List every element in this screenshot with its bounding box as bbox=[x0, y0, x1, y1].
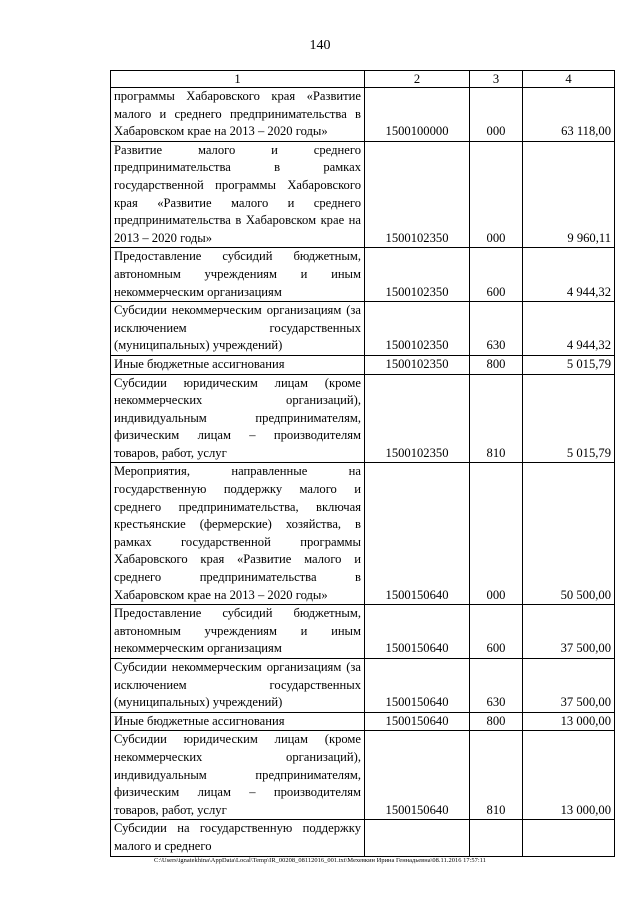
table-row bbox=[111, 88, 615, 142]
row-code-cell: 1500150640 bbox=[365, 605, 470, 659]
row-code-cell: 1500150640 bbox=[365, 712, 470, 731]
column-header-type: 3 bbox=[470, 71, 523, 88]
row-name-cell: Субсидии юридическим лицам (кроме некоммерческих организаций), индивидуальным предпринимателям, физическим лицам – производителям товаров, работ, услуг bbox=[111, 731, 365, 820]
row-sum-cell: 5 015,79 bbox=[523, 355, 615, 374]
row-type-cell: 810 bbox=[470, 731, 523, 820]
table-row bbox=[111, 731, 615, 820]
row-code-cell: 1500100000 bbox=[365, 88, 470, 142]
row-sum-cell: 4 944,32 bbox=[523, 302, 615, 356]
table-row bbox=[111, 302, 615, 356]
row-sum-cell: 13 000,00 bbox=[523, 731, 615, 820]
row-type-cell: 810 bbox=[470, 374, 523, 463]
row-name-cell: Субсидии на государственную поддержку малого и среднего bbox=[111, 820, 365, 856]
table-row bbox=[111, 712, 615, 731]
row-code-cell: 1500150640 bbox=[365, 659, 470, 713]
table-header-row bbox=[111, 71, 615, 88]
row-sum-cell bbox=[523, 820, 615, 856]
row-code-cell: 1500150640 bbox=[365, 463, 470, 605]
row-code-cell: 1500102350 bbox=[365, 248, 470, 302]
row-name-cell: Мероприятия, направленные на государственную поддержку малого и среднего предпринимательства, включая крестьянские (фермерские) хозяйства, в рамках государственной программы Хабаровского края «Развитие малого и среднего предпринимательства в Хабаровском крае на 2013 – 2020 годы» bbox=[111, 463, 365, 605]
row-name-cell: Субсидии некоммерческим организациям (за исключением государственных (муниципальных) учреждений) bbox=[111, 659, 365, 713]
table-row bbox=[111, 374, 615, 463]
row-type-cell: 000 bbox=[470, 88, 523, 142]
row-code-cell: 1500150640 bbox=[365, 731, 470, 820]
page-number: 140 bbox=[309, 38, 331, 53]
row-type-cell: 600 bbox=[470, 605, 523, 659]
column-header-code: 2 bbox=[365, 71, 470, 88]
row-type-cell: 800 bbox=[470, 712, 523, 731]
row-sum-cell: 50 500,00 bbox=[523, 463, 615, 605]
column-header-sum: 4 bbox=[523, 71, 615, 88]
row-sum-cell: 37 500,00 bbox=[523, 659, 615, 713]
row-name-cell: Предоставление субсидий бюджетным, автономным учреждениям и иным некоммерческим организациям bbox=[111, 248, 365, 302]
row-name-cell: Развитие малого и среднего предпринимательства в рамках государственной программы Хабаровского края «Развитие малого и среднего предпринимательства в Хабаровском крае на 2013 – 2020 годы» bbox=[111, 141, 365, 248]
row-sum-cell: 63 118,00 bbox=[523, 88, 615, 142]
row-name-cell: Субсидии некоммерческим организациям (за исключением государственных (муниципальных) учреждений) bbox=[111, 302, 365, 356]
row-code-cell: 1500102350 bbox=[365, 355, 470, 374]
row-type-cell: 630 bbox=[470, 302, 523, 356]
table-row bbox=[111, 659, 615, 713]
file-path-footer: C:\Users\ignatekhina\AppData\Local\Temp\IR_00208_08112016_001.txt\Мехевкин Ирина Геннадьевна\08.11.2016 17:57:11 bbox=[154, 857, 486, 864]
table-row bbox=[111, 463, 615, 605]
row-code-cell bbox=[365, 820, 470, 856]
column-header-name: 1 bbox=[111, 71, 365, 88]
table-row bbox=[111, 248, 615, 302]
row-sum-cell: 5 015,79 bbox=[523, 374, 615, 463]
row-type-cell: 800 bbox=[470, 355, 523, 374]
row-name-cell: Предоставление субсидий бюджетным, автономным учреждениям и иным некоммерческим организациям bbox=[111, 605, 365, 659]
row-type-cell: 000 bbox=[470, 463, 523, 605]
row-sum-cell: 13 000,00 bbox=[523, 712, 615, 731]
table-row bbox=[111, 141, 615, 248]
table-row bbox=[111, 355, 615, 374]
row-sum-cell: 4 944,32 bbox=[523, 248, 615, 302]
row-type-cell bbox=[470, 820, 523, 856]
row-name-cell: Иные бюджетные ассигнования bbox=[111, 355, 365, 374]
row-sum-cell: 37 500,00 bbox=[523, 605, 615, 659]
row-type-cell: 000 bbox=[470, 141, 523, 248]
row-code-cell: 1500102350 bbox=[365, 141, 470, 248]
table-row bbox=[111, 820, 615, 856]
row-name-cell: Иные бюджетные ассигнования bbox=[111, 712, 365, 731]
row-code-cell: 1500102350 bbox=[365, 374, 470, 463]
table-row bbox=[111, 605, 615, 659]
row-code-cell: 1500102350 bbox=[365, 302, 470, 356]
row-sum-cell: 9 960,11 bbox=[523, 141, 615, 248]
row-name-cell: программы Хабаровского края «Развитие малого и среднего предпринимательства в Хабаровском крае на 2013 – 2020 годы» bbox=[111, 88, 365, 142]
budget-table bbox=[110, 70, 615, 857]
row-type-cell: 630 bbox=[470, 659, 523, 713]
row-type-cell: 600 bbox=[470, 248, 523, 302]
row-name-cell: Субсидии юридическим лицам (кроме некоммерческих организаций), индивидуальным предпринимателям, физическим лицам – производителям товаров, работ, услуг bbox=[111, 374, 365, 463]
